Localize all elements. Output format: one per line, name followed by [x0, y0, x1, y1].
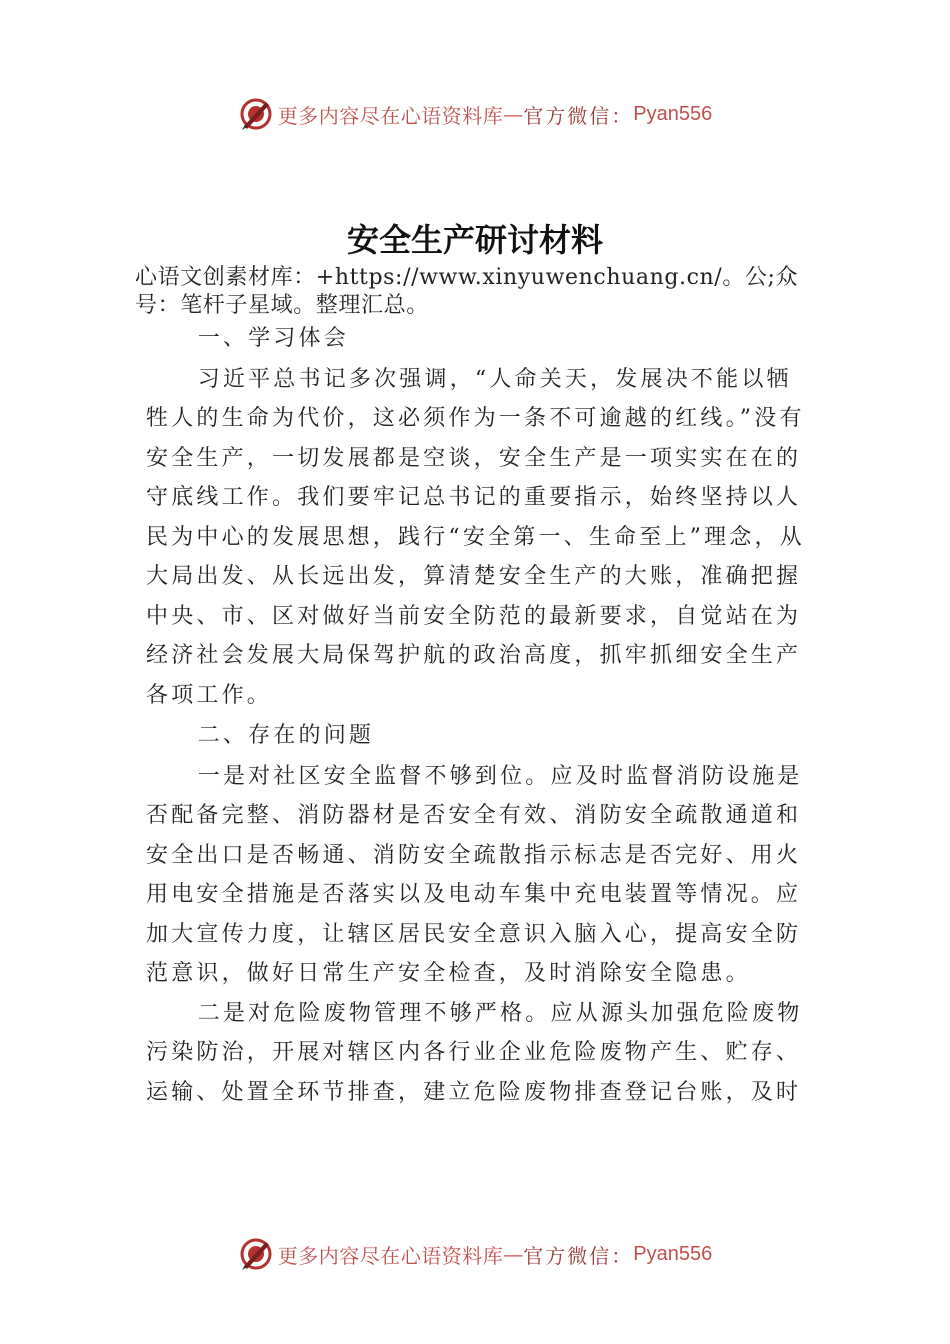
section-heading-1: 一、学习体会 — [197, 326, 349, 351]
banner-wechat-id: Pyan556 — [633, 102, 713, 125]
source-line: 心语文创素材库：+https://www.xinyuwenchuang.cn/。公;众号：笔杆子星域。整理汇总。 — [135, 265, 799, 318]
banner-wechat-label: 官方微信： — [523, 103, 634, 128]
document-body — [146, 318, 810, 1112]
banner-slogan: 更多内容尽在心语资料库 — [277, 1243, 504, 1268]
banner-dash: — — [503, 1242, 524, 1266]
pen-seal-logo-icon — [238, 96, 274, 132]
section-heading-2: 二、存在的问题 — [197, 723, 375, 748]
pen-seal-logo-icon — [238, 1236, 274, 1272]
banner-slogan: 更多内容尽在心语资料库 — [277, 103, 504, 128]
header-banner — [0, 94, 950, 134]
banner-wechat-label: 官方微信： — [523, 1243, 634, 1268]
paragraph-problem-1: 一是对社区安全监督不够到位。应及时监督消防设施是否配备完整、消防器材是否安全有效、消防安全疏散通道和安全出口是否畅通、消防安全疏散指示标志是否完好、用火用电安全措施是否落实以及电动车集中充电装置等情况。应加大宣传力度，让辖区居民安全意识入脑入心，提高安全防范意识，做好日常生产安全检查，及时消除安全隐患。 — [146, 763, 803, 986]
banner-wechat-id: Pyan556 — [633, 1242, 713, 1265]
paragraph-study: 习近平总书记多次强调，“人命关天，发展决不能以牺牲人的生命为代价，这必须作为一条不可逾越的红线。”没有安全生产，一切发展都是空谈，安全生产是一项实实在在的守底线工作。我们要牢记总书记的重要指示，始终坚持以人民为中心的发展思想，践行“安全第一、生命至上”理念，从大局出发、从长远出发，算清楚安全生产的大账，准确把握中央、市、区对做好当前安全防范的最新要求，自觉站在为经济社会发展大局保驾护航的政治高度，抓牢抓细安全生产各项工作。 — [146, 366, 805, 708]
paragraph-problem-2: 二是对危险废物管理不够严格。应从源头加强危险废物污染防治，开展对辖区内各行业企业危险废物产生、贮存、运输、处置全环节排查，建立危险废物排查登记台账，及时 — [146, 1000, 803, 1105]
footer-banner — [0, 1234, 950, 1274]
document-title: 安全生产研讨材料 — [346, 221, 603, 259]
banner-dash: — — [503, 102, 524, 126]
